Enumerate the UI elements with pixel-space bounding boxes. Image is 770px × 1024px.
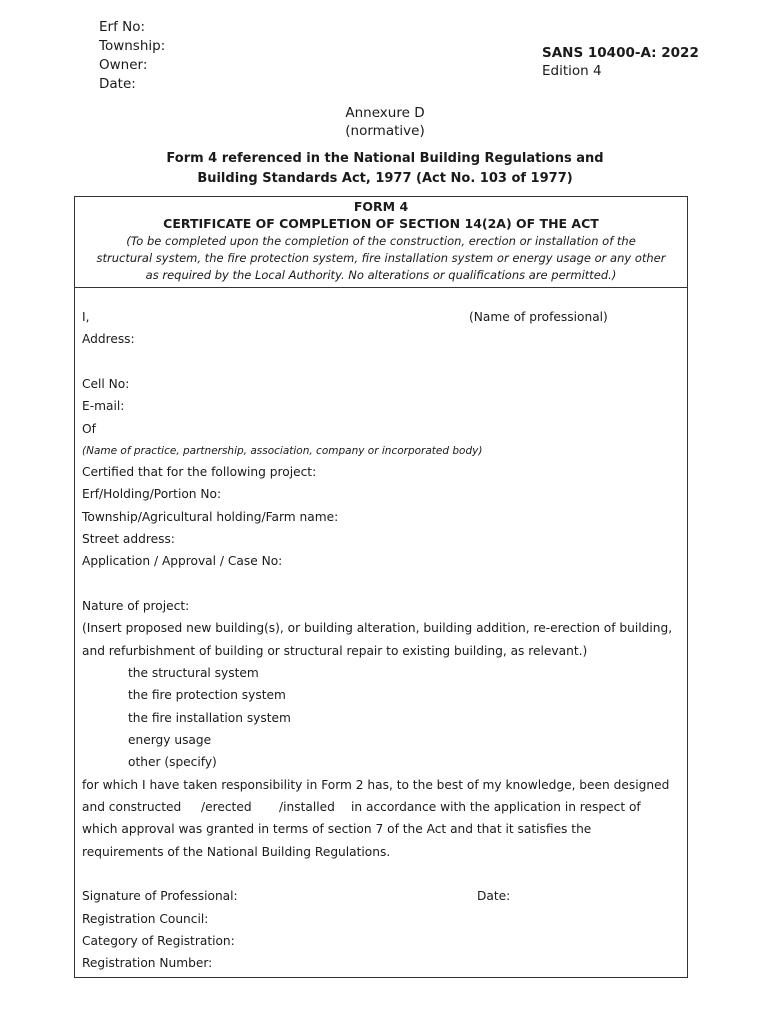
system-energy-usage: energy usage xyxy=(128,733,212,747)
system-other: other (specify) xyxy=(128,755,217,769)
i-label: I, xyxy=(82,310,90,324)
form-box xyxy=(74,196,688,978)
standard-reference xyxy=(542,44,699,80)
system-fire-installation: the fire installation system xyxy=(128,711,291,725)
registration-category-label: Category of Registration: xyxy=(82,934,235,948)
form-header xyxy=(75,197,687,288)
declaration-line-4: requirements of the National Building Regulations. xyxy=(82,845,391,859)
of-label: Of xyxy=(82,422,96,436)
email-label: E-mail: xyxy=(82,399,125,413)
declaration-constructed: and constructed xyxy=(82,800,182,814)
annexure-title: Annexure D xyxy=(345,105,425,121)
declaration-installed: /installed xyxy=(279,800,335,814)
nature-label: Nature of project: xyxy=(82,599,190,613)
name-of-professional: (Name of professional) xyxy=(469,310,608,324)
cell-label: Cell No: xyxy=(82,377,130,391)
nature-note-2: and refurbishment of building or structural repair to existing building, as relevant.) xyxy=(82,644,588,658)
practice-note: (Name of practice, partnership, association, company or incorporated body) xyxy=(82,445,483,457)
declaration-line-1: for which I have taken responsibility in Form 2 has, to the best of my knowledge, been designed xyxy=(82,778,670,792)
erf-no-label: Erf No: xyxy=(99,19,146,35)
owner-label: Owner: xyxy=(99,57,148,73)
application-label: Application / Approval / Case No: xyxy=(82,554,283,568)
signature-date-label: Date: xyxy=(477,889,511,903)
township-label: Township: xyxy=(99,38,166,54)
address-label: Address: xyxy=(82,332,135,346)
registration-council-label: Registration Council: xyxy=(82,912,209,926)
standard-code: SANS 10400-A: 2022 xyxy=(542,45,699,61)
edition: Edition 4 xyxy=(542,63,602,79)
declaration-line-3: which approval was granted in terms of section 7 of the Act and that it satisfies the xyxy=(82,822,592,836)
form-instructions-1: (To be completed upon the completion of the construction, erection or installation of the xyxy=(126,234,636,248)
township-farm-label: Township/Agricultural holding/Farm name: xyxy=(82,510,339,524)
street-address-label: Street address: xyxy=(82,532,175,546)
form-instructions-2: structural system, the fire protection system, fire installation system or energy usage or any other xyxy=(96,251,666,265)
form-reference-line-2: Building Standards Act, 1977 (Act No. 103 of 1977) xyxy=(197,171,573,186)
form-reference-line-1: Form 4 referenced in the National Building Regulations and xyxy=(166,151,604,166)
form-title: CERTIFICATE OF COMPLETION OF SECTION 14(2A) OF THE ACT xyxy=(163,216,599,231)
form-reference xyxy=(0,149,770,189)
header-fields xyxy=(99,18,165,94)
form-instructions-3: as required by the Local Authority. No alterations or qualifications are permitted.) xyxy=(145,268,617,282)
nature-note-1: (Insert proposed new building(s), or building alteration, building addition, re-erection of building, xyxy=(82,621,673,635)
declaration-line-2-rest: in accordance with the application in respect of xyxy=(351,800,641,814)
date-label: Date: xyxy=(99,76,136,92)
form-name: FORM 4 xyxy=(353,199,409,214)
registration-number-label: Registration Number: xyxy=(82,956,213,970)
certified-label: Certified that for the following project: xyxy=(82,465,317,479)
signature-label: Signature of Professional: xyxy=(82,889,238,903)
annexure-sub: (normative) xyxy=(345,123,425,139)
system-fire-protection: the fire protection system xyxy=(128,688,286,702)
annexure-heading xyxy=(0,104,770,140)
declaration-erected: /erected xyxy=(201,800,252,814)
system-structural: the structural system xyxy=(128,666,259,680)
erf-label: Erf/Holding/Portion No: xyxy=(82,487,222,501)
